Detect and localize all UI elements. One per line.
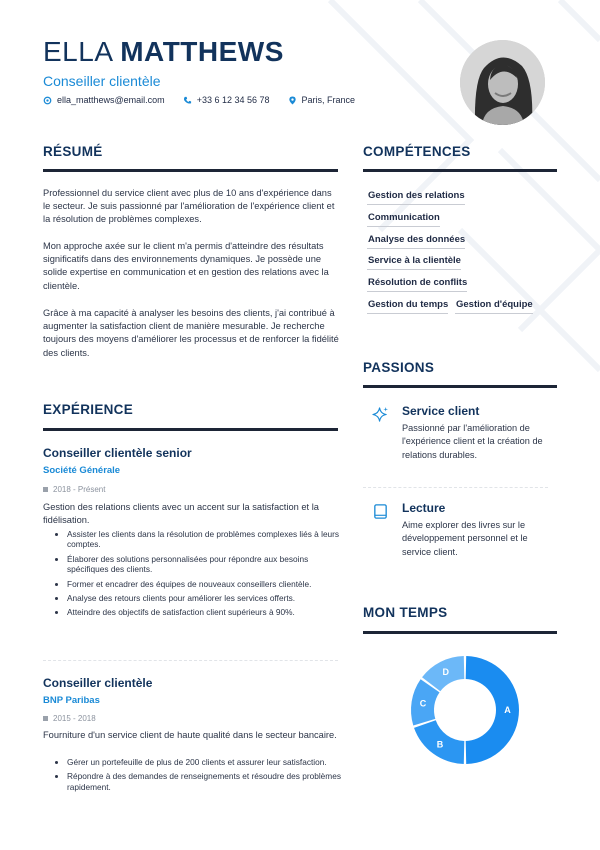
skill-tag: Résolution de conflits (367, 277, 467, 292)
skills-rule (363, 169, 557, 172)
dates-text: 2015 - 2018 (53, 714, 96, 723)
job-description-1: Gestion des relations clients avec un accent sur la satisfaction et la fidélisation. (43, 502, 319, 525)
list-item: • Répondre à des demandes de renseignements et résoudre des problèmes rapidement. (67, 771, 352, 792)
donut-label-a: A (504, 705, 511, 715)
job-title: Conseiller clientèle (43, 73, 161, 89)
job-dates-2 (43, 714, 96, 723)
at-icon (43, 96, 52, 105)
donut-label-c: C (419, 698, 427, 709)
resume-paragraph: Professionnel du service client avec plus de 10 ans d'expérience dans le secteur. Je suis passionné par l'amélioration de l'expérience client et la résolution de problèmes complexes. (43, 188, 335, 225)
divider (363, 487, 548, 488)
job-description-2: Fourniture d'un service client de haute qualité dans le secteur bancaire. (43, 730, 337, 740)
job-bullets-2 (55, 757, 352, 796)
time-donut-chart (405, 650, 525, 770)
resume-title: RÉSUMÉ (43, 144, 103, 159)
company-2: BNP Paribas (43, 695, 100, 706)
skill-tag: Communication (367, 212, 440, 227)
profile-photo (460, 40, 545, 125)
dates-text: 2018 - Présent (53, 485, 106, 494)
passions-title: PASSIONS (363, 360, 435, 375)
company-1: Société Générale (43, 465, 121, 476)
job-title-2: Conseiller clientèle (43, 676, 153, 690)
skill-tag: Gestion du temps (367, 299, 448, 314)
job-title-1: Conseiller clientèle senior (43, 446, 192, 460)
passions-rule (363, 385, 557, 388)
donut-label-d: D (442, 667, 449, 678)
donut-label-b: B (436, 739, 444, 750)
email-item[interactable] (43, 95, 165, 105)
donut-slice-a (466, 656, 519, 764)
job-bullets-1 (55, 529, 352, 622)
location-text: Paris, France (301, 95, 356, 105)
job-dates-1 (43, 485, 105, 494)
phone-item[interactable] (183, 95, 270, 105)
email-text: ella_matthews@email.com (57, 95, 165, 105)
passion-description-1: Passionné par l'amélioration de l'expérience client et la création de relations durables. (402, 423, 543, 460)
experience-rule (43, 428, 338, 431)
skills-title: COMPÉTENCES (363, 144, 471, 159)
resume-paragraph: Grâce à ma capacité à analyser les besoins des clients, j'ai contribué à augmenter la satisfaction client de manière mesurable. Je recherche toujours des moyens d'améliorer les processus et de renforcer la fidélité des clients. (43, 308, 339, 358)
passion-title-2: Lecture (402, 501, 446, 515)
divider (43, 660, 338, 661)
sparkle-icon (372, 406, 389, 423)
candidate-name (43, 36, 284, 68)
book-icon (372, 503, 389, 520)
list-item: • Gérer un portefeuille de plus de 200 clients et assurer leur satisfaction. (67, 757, 352, 767)
calendar-icon (43, 716, 48, 721)
phone-icon (183, 96, 192, 105)
location-item (288, 95, 356, 105)
phone-text: +33 6 12 34 56 78 (196, 95, 270, 105)
list-item: • Atteindre des objectifs de satisfaction client supérieurs à 90%. (67, 607, 352, 617)
skill-tag: Gestion d'équipe (455, 299, 533, 314)
skill-tag: Service à la clientèle (367, 255, 461, 270)
location-pin-icon (288, 96, 297, 105)
passion-title-1: Service client (402, 404, 480, 418)
calendar-icon (43, 487, 48, 492)
experience-title: EXPÉRIENCE (43, 402, 134, 417)
last-name: MATTHEWS (120, 36, 284, 67)
time-rule (363, 631, 557, 634)
first-name: ELLA (43, 36, 112, 67)
list-item: • Assister les clients dans la résolution de problèmes complexes liés à leurs comptes. (67, 529, 352, 550)
passion-description-2: Aime explorer des livres sur le développement personnel et le service client. (402, 520, 528, 557)
list-item: • Élaborer des solutions personnalisées pour répondre aux besoins spécifiques des clients. (67, 554, 352, 575)
resume-paragraph: Mon approche axée sur le client m'a permis d'atteindre des résultats significatifs dans des environnements dynamiques. Je possède une solide expertise en communication et en gestion des relations avec la clientèle. (43, 241, 329, 291)
contact-bar (43, 95, 355, 105)
resume-rule (43, 169, 338, 172)
skill-tag: Analyse des données (367, 234, 465, 249)
list-item: • Analyse des retours clients pour améliorer les services offerts. (67, 593, 352, 603)
list-item: • Former et encadrer des équipes de nouveaux conseillers clientèle. (67, 579, 352, 589)
skill-tag: Gestion des relations (367, 190, 465, 205)
time-title: MON TEMPS (363, 605, 448, 620)
